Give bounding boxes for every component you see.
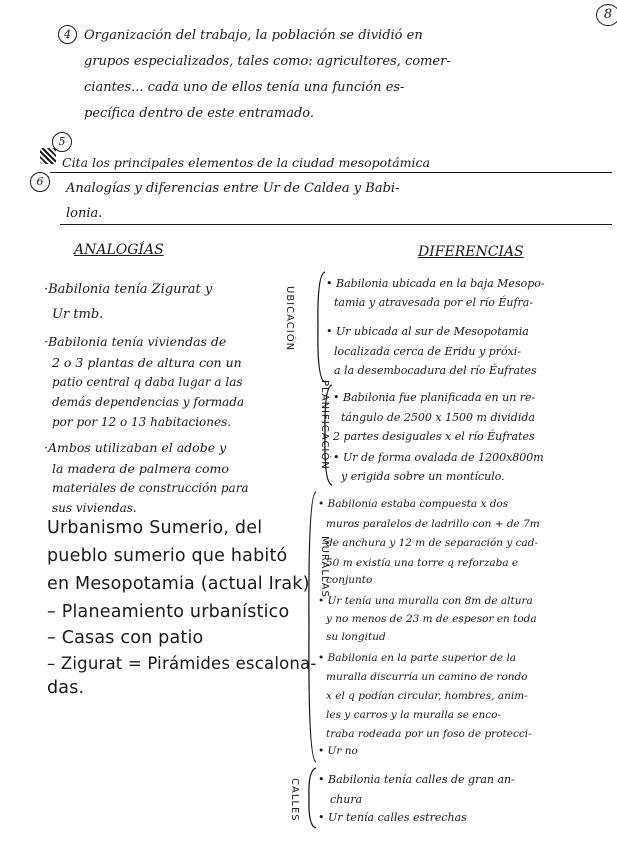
murallas-line-6: • Ur tenía una muralla con 8m de altura: [318, 595, 533, 607]
urbanismo-line-2: pueblo sumerio que habitó: [47, 546, 288, 566]
calles-line-1: • Babilonia tenía calles de gran an-: [318, 773, 515, 786]
urbanismo-line-7: das.: [47, 678, 85, 698]
page-number: 8: [603, 7, 613, 22]
analogia-2-line-3: patio central q daba lugar a las: [52, 375, 243, 389]
paragraph-4-line-1: Organización del trabajo, la población se dividió en: [84, 28, 423, 43]
paragraph-4-line-2: grupos especializados, tales como: agricultores, comer-: [84, 54, 451, 69]
bracket-murallas: [306, 492, 318, 762]
paragraph-4-line-4: pecífica dentro de este entramado.: [84, 106, 315, 121]
item-5-underline: [50, 172, 612, 173]
urbanismo-line-3: en Mesopotamia (actual Irak): [47, 574, 310, 594]
murallas-line-13: traba rodeada por un foso de protecci-: [326, 728, 532, 740]
ubicacion-line-1: • Babilonia ubicada en la baja Mesopo-: [326, 277, 545, 290]
page-number-circle: [596, 4, 617, 26]
analogia-1-line-1: ·Babilonia tenía Zigurat y: [44, 282, 213, 297]
murallas-line-9: • Babilonia en la parte superior de la: [318, 652, 517, 664]
ubicacion-line-4: • Ur ubicada al sur de Mesopotamia: [326, 325, 529, 338]
diferencias-heading: DIFERENCIAS: [418, 244, 524, 260]
urbanismo-line-5: – Casas con patio: [47, 628, 204, 648]
murallas-line-3: de anchura y 12 m de separación y cad-: [326, 537, 539, 549]
ubicacion-line-2: tamia y atravesada por el río Éufra-: [334, 296, 534, 309]
ubicacion-line-5: localizada cerca de Eridu y próxi-: [334, 345, 522, 358]
label-murallas: MURALLAS: [319, 536, 330, 598]
item-4-marker: 4: [58, 25, 77, 44]
label-ubicacion: UBICACIÓN: [284, 286, 295, 352]
item-5-text: Cita los principales elementos de la ciudad mesopotámica: [62, 155, 430, 170]
analogias-heading: ANALOGÍAS: [74, 242, 164, 258]
bracket-calles: [306, 768, 318, 828]
analogia-1-line-2: Ur tmb.: [52, 307, 104, 322]
murallas-line-2: muros paralelos de ladrillo con + de 7m: [326, 518, 540, 530]
paragraph-4-line-3: ciantes... cada uno de ellos tenía una función es-: [84, 80, 405, 95]
analogia-2-line-2: 2 o 3 plantas de altura con un: [52, 355, 242, 370]
murallas-line-4: 50 m existía una torre q reforzaba e: [326, 557, 519, 569]
murallas-line-7: y no menos de 23 m de espesor en toda: [326, 613, 537, 625]
murallas-line-10: muralla discurría un camino de rondo: [326, 671, 528, 683]
urbanismo-line-6: – Zigurat = Pirámides escalona-: [47, 654, 317, 673]
urbanismo-line-4: – Planeamiento urbanístico: [47, 602, 290, 622]
analogia-3-line-3: materiales de construcción para: [52, 481, 249, 495]
murallas-line-1: • Babilonia estaba compuesta x dos: [318, 498, 509, 510]
item-6-line-2: lonia.: [66, 206, 103, 221]
murallas-line-11: x el q podían circular, hombres, anim-: [326, 690, 528, 702]
planificacion-line-1: • Babilonia fue planificada en un re-: [333, 391, 536, 404]
label-calles: CALLES: [289, 778, 300, 822]
item-6-underline: [60, 224, 612, 225]
analogia-3-line-1: ·Ambos utilizaban el adobe y: [44, 440, 227, 455]
ubicacion-line-6: a la desembocadura del río Éufrates: [334, 364, 537, 377]
label-planificacion: PLANIFICACIÓN: [319, 380, 330, 470]
planificacion-line-2: tángulo de 2500 x 1500 m dividida: [341, 411, 535, 424]
murallas-line-14: • Ur no: [318, 745, 358, 757]
analogia-3-line-2: la madera de palmera como: [52, 461, 229, 476]
analogia-2-line-5: por por 12 o 13 habitaciones.: [52, 415, 232, 429]
planificacion-line-3: 2 partes desiguales x el río Éufrates: [333, 430, 535, 443]
analogia-2-line-4: demás dependencias y formada: [52, 395, 245, 409]
analogia-3-line-4: sus viviendas.: [52, 501, 137, 515]
item-6-marker: 6: [30, 172, 50, 192]
analogia-2-line-1: ·Babilonia tenía viviendas de: [44, 334, 227, 349]
item-6-line-1: Analogías y diferencias entre Ur de Caldea y Babi-: [66, 181, 400, 196]
urbanismo-line-1: Urbanismo Sumerio, del: [47, 518, 263, 538]
item-5-marker: 5: [52, 132, 72, 152]
murallas-line-5: conjunto: [326, 574, 373, 586]
murallas-line-8: su longitud: [326, 631, 386, 643]
calles-line-3: • Ur tenía calles estrechas: [318, 811, 467, 824]
planificacion-line-4: • Ur de forma ovalada de 1200x800m: [333, 451, 544, 464]
murallas-line-12: les y carros y la muralla se enco-: [326, 709, 501, 721]
planificacion-line-5: y erigida sobre un montículo.: [341, 470, 505, 483]
calles-line-2: chura: [330, 793, 363, 806]
crossed-out-scribble: [40, 148, 56, 164]
